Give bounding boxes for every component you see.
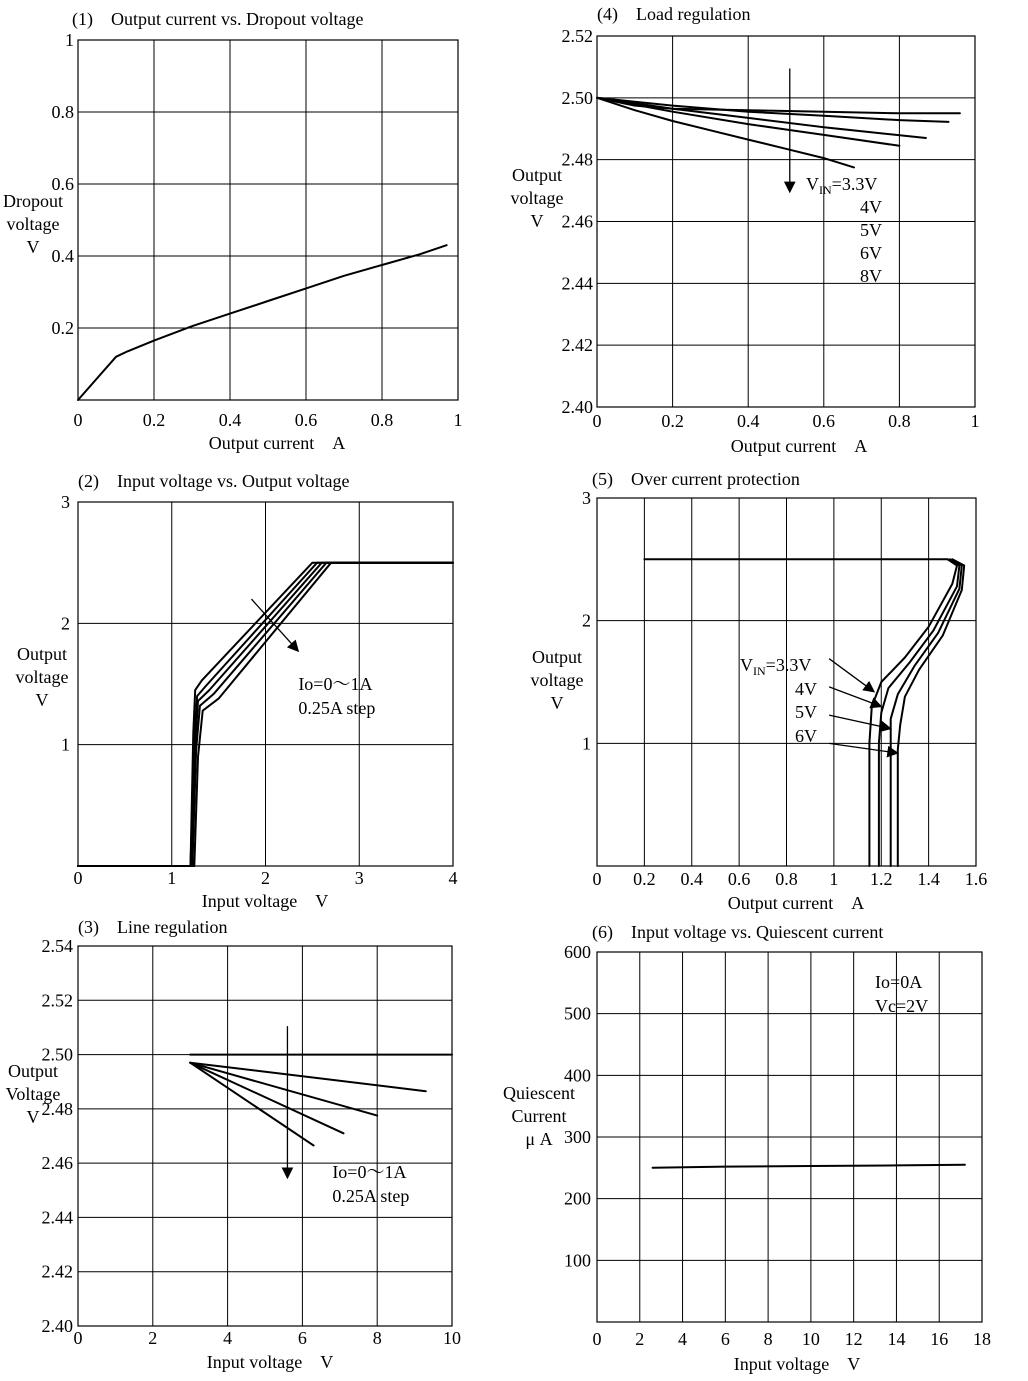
series-label-main: 5V	[795, 702, 817, 722]
y-tick-label: 2.54	[41, 936, 73, 956]
series-label-main: 4V	[795, 679, 817, 699]
chart-c4	[511, 4, 980, 456]
y-tick-label: 0.8	[51, 102, 74, 122]
y-tick-label: 100	[564, 1250, 591, 1271]
x-tick-label: 0.4	[736, 411, 760, 431]
series-line	[898, 559, 964, 866]
y-tick-label: 2	[61, 613, 70, 634]
y-axis-label: V	[530, 211, 544, 231]
y-tick-label: 2.46	[41, 1153, 73, 1174]
series-label	[860, 266, 882, 286]
pointer-arrow	[829, 743, 898, 753]
x-tick-label: 1	[829, 869, 839, 889]
series-label	[795, 726, 817, 746]
y-axis-label: voltage	[530, 670, 584, 690]
x-tick-label: 0.2	[633, 869, 656, 889]
x-tick-label: 0	[592, 1329, 602, 1349]
x-tick-label: 0	[73, 410, 83, 430]
y-tick-label: 2.48	[41, 1098, 73, 1119]
series-line	[597, 98, 854, 168]
y-tick-label: 2.52	[41, 990, 73, 1011]
plot-frame	[78, 946, 452, 1326]
chart-title: (4) Load regulation	[597, 4, 751, 24]
chart-c2	[16, 471, 458, 911]
y-axis-label: voltage	[15, 667, 69, 687]
x-tick-label: 0	[73, 1328, 83, 1348]
x-tick-label: 2	[635, 1329, 645, 1349]
series-line	[190, 1063, 343, 1134]
x-tick-label: 0.4	[680, 869, 703, 889]
series-label-rest: =3.3V	[831, 174, 878, 194]
x-tick-label: 10	[801, 1329, 820, 1349]
series-label-main: 6V	[795, 726, 817, 746]
trend-arrow	[251, 599, 298, 651]
annotation-text: Io=0〜1A	[332, 1162, 407, 1183]
series-label-sub: IN	[819, 183, 832, 197]
x-tick-label: 0.8	[775, 869, 798, 889]
series-label-main: 4V	[860, 197, 882, 217]
annotation-text: Io=0〜1A	[298, 674, 373, 695]
chart-c3	[6, 917, 461, 1372]
x-tick-label: 3	[354, 868, 364, 888]
y-tick-label: 0.6	[51, 174, 74, 194]
x-tick-label: 1	[453, 410, 463, 430]
x-tick-label: 6	[297, 1328, 307, 1348]
y-tick-label: 2.46	[561, 211, 593, 232]
y-axis-label: V	[26, 237, 40, 257]
y-tick-label: 3	[582, 488, 591, 508]
x-tick-label: 0.2	[142, 410, 166, 430]
x-tick-label: 16	[930, 1329, 949, 1349]
y-axis-label: Output	[531, 647, 583, 667]
y-tick-label: 1	[65, 30, 74, 50]
y-axis-label: Output	[16, 644, 68, 664]
y-axis-label: V	[35, 690, 49, 710]
x-axis-label: Output current A	[208, 433, 346, 453]
chart-c5	[531, 469, 988, 913]
x-tick-label: 0	[592, 869, 602, 889]
x-tick-label: 1.6	[964, 869, 988, 889]
x-tick-label: 18	[973, 1329, 991, 1349]
chart-title: (5) Over current protection	[592, 469, 800, 489]
series-line	[190, 1063, 377, 1116]
series-line	[653, 1165, 965, 1168]
chart-title: (1) Output current vs. Dropout voltage	[72, 9, 364, 29]
plot-frame	[78, 40, 458, 400]
x-tick-label: 1.4	[917, 869, 940, 889]
series-label	[860, 243, 882, 263]
x-tick-label: 0	[592, 411, 602, 431]
x-tick-label: 4	[448, 868, 458, 888]
series-label	[795, 679, 817, 699]
y-axis-label: Current	[511, 1106, 567, 1126]
annotation-text: Vc=2V	[875, 995, 929, 1016]
x-tick-label: 6	[720, 1329, 730, 1349]
x-axis-label: Input voltage V	[733, 1354, 861, 1374]
y-tick-label: 2.40	[41, 1316, 73, 1336]
y-tick-label: 200	[564, 1188, 591, 1209]
y-tick-label: 2.50	[41, 1044, 73, 1065]
x-tick-label: 0.8	[370, 410, 394, 430]
x-tick-label: 4	[223, 1328, 233, 1348]
annotation-text: 0.25A step	[332, 1186, 410, 1207]
y-tick-label: 500	[564, 1003, 591, 1024]
y-axis-label: Output	[7, 1061, 59, 1081]
series-line	[78, 245, 447, 400]
series-label	[795, 702, 817, 722]
series-label-main: 8V	[860, 266, 882, 286]
series-label-rest: =3.3V	[765, 655, 812, 675]
y-tick-label: 2.42	[561, 335, 593, 356]
chart-c1	[3, 9, 463, 453]
series-label-main: 6V	[860, 243, 882, 263]
chart-title: (2) Input voltage vs. Output voltage	[78, 471, 350, 491]
x-axis-label: Input voltage V	[206, 1352, 334, 1372]
x-tick-label: 0.6	[727, 869, 751, 889]
x-tick-label: 4	[678, 1329, 688, 1349]
y-tick-label: 2.44	[561, 273, 593, 294]
series-label	[806, 174, 877, 197]
x-tick-label: 2	[148, 1328, 158, 1348]
x-tick-label: 0.8	[888, 411, 911, 431]
y-axis-label: Voltage	[5, 1084, 61, 1104]
y-tick-label: 600	[564, 942, 591, 962]
y-axis-label: Dropout	[3, 191, 63, 211]
x-tick-label: 8	[763, 1329, 773, 1349]
y-tick-label: 2.42	[41, 1261, 73, 1282]
y-tick-label: 300	[564, 1127, 591, 1147]
annotation-text: 0.25A step	[298, 698, 376, 719]
y-axis-label: V	[550, 693, 564, 713]
y-axis-label: V	[26, 1107, 40, 1127]
x-tick-label: 1	[970, 411, 980, 431]
series-label-main: V	[740, 655, 753, 675]
x-tick-label: 10	[443, 1328, 461, 1348]
series-label-sub: IN	[753, 664, 766, 678]
x-tick-label: 1.2	[870, 869, 893, 889]
x-axis-label: Input voltage V	[201, 891, 329, 911]
y-axis-label: voltage	[6, 214, 60, 234]
series-label	[860, 220, 882, 240]
chart-title: (6) Input voltage vs. Quiescent current	[592, 922, 884, 942]
y-tick-label: 2.52	[561, 26, 593, 46]
x-tick-label: 12	[844, 1329, 863, 1349]
series-label	[860, 197, 882, 217]
y-axis-label: Quiescent	[503, 1083, 575, 1103]
chart-c6	[503, 922, 991, 1374]
x-tick-label: 0.6	[294, 410, 318, 430]
x-tick-label: 14	[887, 1329, 906, 1349]
series-label-main: 5V	[860, 220, 882, 240]
y-tick-label: 2.44	[41, 1207, 73, 1228]
y-axis-label: μ A	[525, 1129, 553, 1149]
y-tick-label: 1	[61, 734, 70, 755]
y-tick-label: 3	[61, 492, 70, 512]
series-label	[740, 655, 811, 678]
y-tick-label: 400	[564, 1065, 591, 1086]
y-tick-label: 1	[582, 733, 591, 754]
y-tick-label: 2.40	[561, 397, 593, 417]
x-tick-label: 0	[73, 868, 83, 888]
y-tick-label: 2	[582, 610, 591, 631]
pointer-arrow	[829, 659, 874, 692]
pointer-arrow	[829, 687, 881, 707]
x-tick-label: 0.2	[661, 411, 684, 431]
series-label-main: V	[806, 174, 819, 194]
y-axis-label: voltage	[510, 188, 564, 208]
annotation-text: Io=0A	[875, 971, 923, 992]
chart-title: (3) Line regulation	[78, 917, 228, 937]
x-tick-label: 2	[261, 868, 270, 888]
x-tick-label: 1	[167, 868, 177, 888]
y-tick-label: 2.48	[561, 149, 593, 170]
x-axis-label: Output current A	[727, 893, 865, 913]
y-axis-label: Output	[511, 165, 563, 185]
x-axis-label: Output current A	[730, 436, 868, 456]
x-tick-label: 8	[372, 1328, 382, 1348]
y-tick-label: 0.2	[51, 318, 74, 338]
y-tick-label: 2.50	[561, 87, 593, 108]
y-tick-label: 0.4	[51, 246, 74, 266]
x-tick-label: 0.4	[218, 410, 242, 430]
x-tick-label: 0.6	[812, 411, 836, 431]
